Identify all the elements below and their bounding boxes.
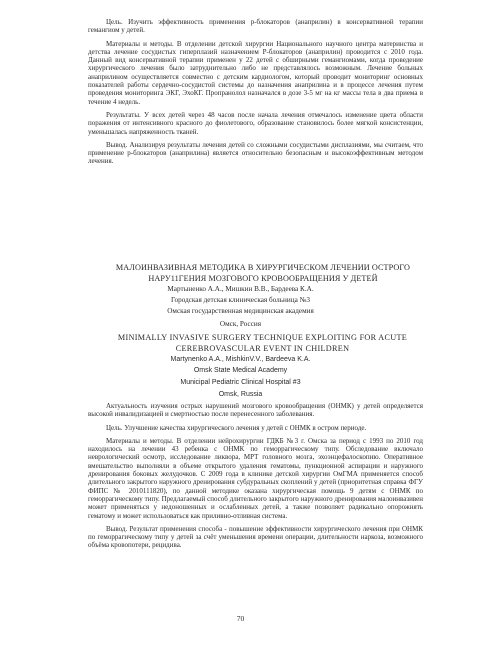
hospital-en: Municipal Pediatric Clinical Hospital #3 (180, 379, 301, 386)
authors-en: Martynenko A.A., MishkinV.V., Bardeeva K.A. (170, 356, 311, 363)
materials-methods-paragraph: Материалы и методы. В отделении нейрохирургии ГДКБ №3 г. Омска за период с 1993 по 2010 год находилось на лечении 43 ребенка с ОНМК по геморрагическому типу. Обследование включало неврологический осмотр, исследование ликвора, МРТ головного мозга, эхоэнцефалоскопию. Оперативное вмешательство выполняли в объеме открытого удаления гематомы, пункционной аспирации и наружного дренирования боковых желудочков. С 2009 года в клинике детской хирургии ОмГМА применяется способ длительного закрытого наружного дренирования субдуральных скоплений у детей (приоритетная справка ФГУ ФИПС № 2010111820), по данной методике оказана хирургическая помощь 9 детям с ОНМК по геморрагическому типу. Предлагаемый способ длительного закрытого наружного дренирования малоинвазивен может применяться у недоношенных и ослабленных детей, а также позволяет радикально опорожнять гематому и может использоваться как приливно-отливная система. (88, 436, 423, 520)
hospital-ru: Городская детская клиническая больница №3 (170, 296, 311, 304)
relevance-paragraph: Актуальность изучения острых нарушений мозгового кровообращения (ОНМК) у детей определяется высокой инвалидизацией и смертностью после перенесенного заболевания. (88, 402, 423, 419)
city-ru: Омск, Россия (219, 320, 262, 328)
results-paragraph: Результаты. У всех детей через 48 часов после начала лечения отмечалось изменение цвета области поражения от интенсивного красного до фиолетового, образование становилось более мягкой консистенции, уменьшалась напряженность тканей. (88, 110, 423, 136)
conclusion-paragraph-2: Вывод. Результат применения способа - повышение эффективности хирургического лечения при ОНМК по геморрагическому типу у детей за счёт уменьшения времени операции, длительности наркоза, возможного объёма кровопотери, рецидива. (88, 524, 423, 550)
aim-paragraph: Цель. Улучшение качества хирургического лечения у детей с ОНМК в остром периоде. (106, 423, 367, 432)
academy-ru: Омская государственная медицинская академия (167, 307, 314, 315)
article-body (88, 402, 423, 550)
methods-paragraph: Материалы и методы. В отделении детской хирургии Национального научного центра материнства и детства лечение сосудистых гиперплазий назначением Р-блокаторов (анаприлин) проводится с 2010 года. Данный вид консервативной терапии применен у 22 детей с обширными гемангиомами, когда проведение хирургического лечения было затруднительно либо не представлялось возможным. Лечение больных анаприлином осуществляется совместно с детским кардиологом, который проводит мониторинг основных показателей работы сердечно-сосудистой системы до назначения анаприлина и в процессе лечения путем проведения мониторинга ЭКГ, ЭхоКГ. Пропранолол назначался в дозе 3-5 мг на кг массы тела в два приема в течение 4 недель. (88, 39, 423, 106)
conclusion-paragraph: Вывод. Анализируя результаты лечения детей со сложными сосудистыми дисплазиями, мы считаем, что применение р-блокаторов (анаприлина) является относительно безопасным и высокоэффективным методом лечения. (88, 140, 423, 166)
authors-ru: Мартыненко А.А., Мишкин В.В., Бардеева К.А. (167, 285, 314, 293)
city-en: Omsk, Russia (218, 391, 263, 398)
academy-en: Omsk State Medical Academy (193, 367, 288, 374)
article-title-ru: МАЛОИНВАЗИВНАЯ МЕТОДИКА В ХИРУРГИЧЕСКОМ ЛЕЧЕНИИ ОСТРОГО НАРУ11ГЕНИЯ МОЗГОВОГО КРОВООБРАЩЕНИЯ У ДЕТЕЙ (115, 263, 411, 283)
page-number: 70 (236, 614, 245, 623)
goal-paragraph: Цель. Изучить эффективность применения р-блокаторов (анаприлин) в консервативной терапии гемангиом у детей. (88, 18, 423, 35)
previous-article-conclusion (88, 18, 423, 166)
article-title-en: MINIMALLY INVASIVE SURGERY TECHNIQUE EXPLOITING FOR ACUTE CEREBROVASCULAR EVENT IN CHILDREN (117, 333, 408, 353)
